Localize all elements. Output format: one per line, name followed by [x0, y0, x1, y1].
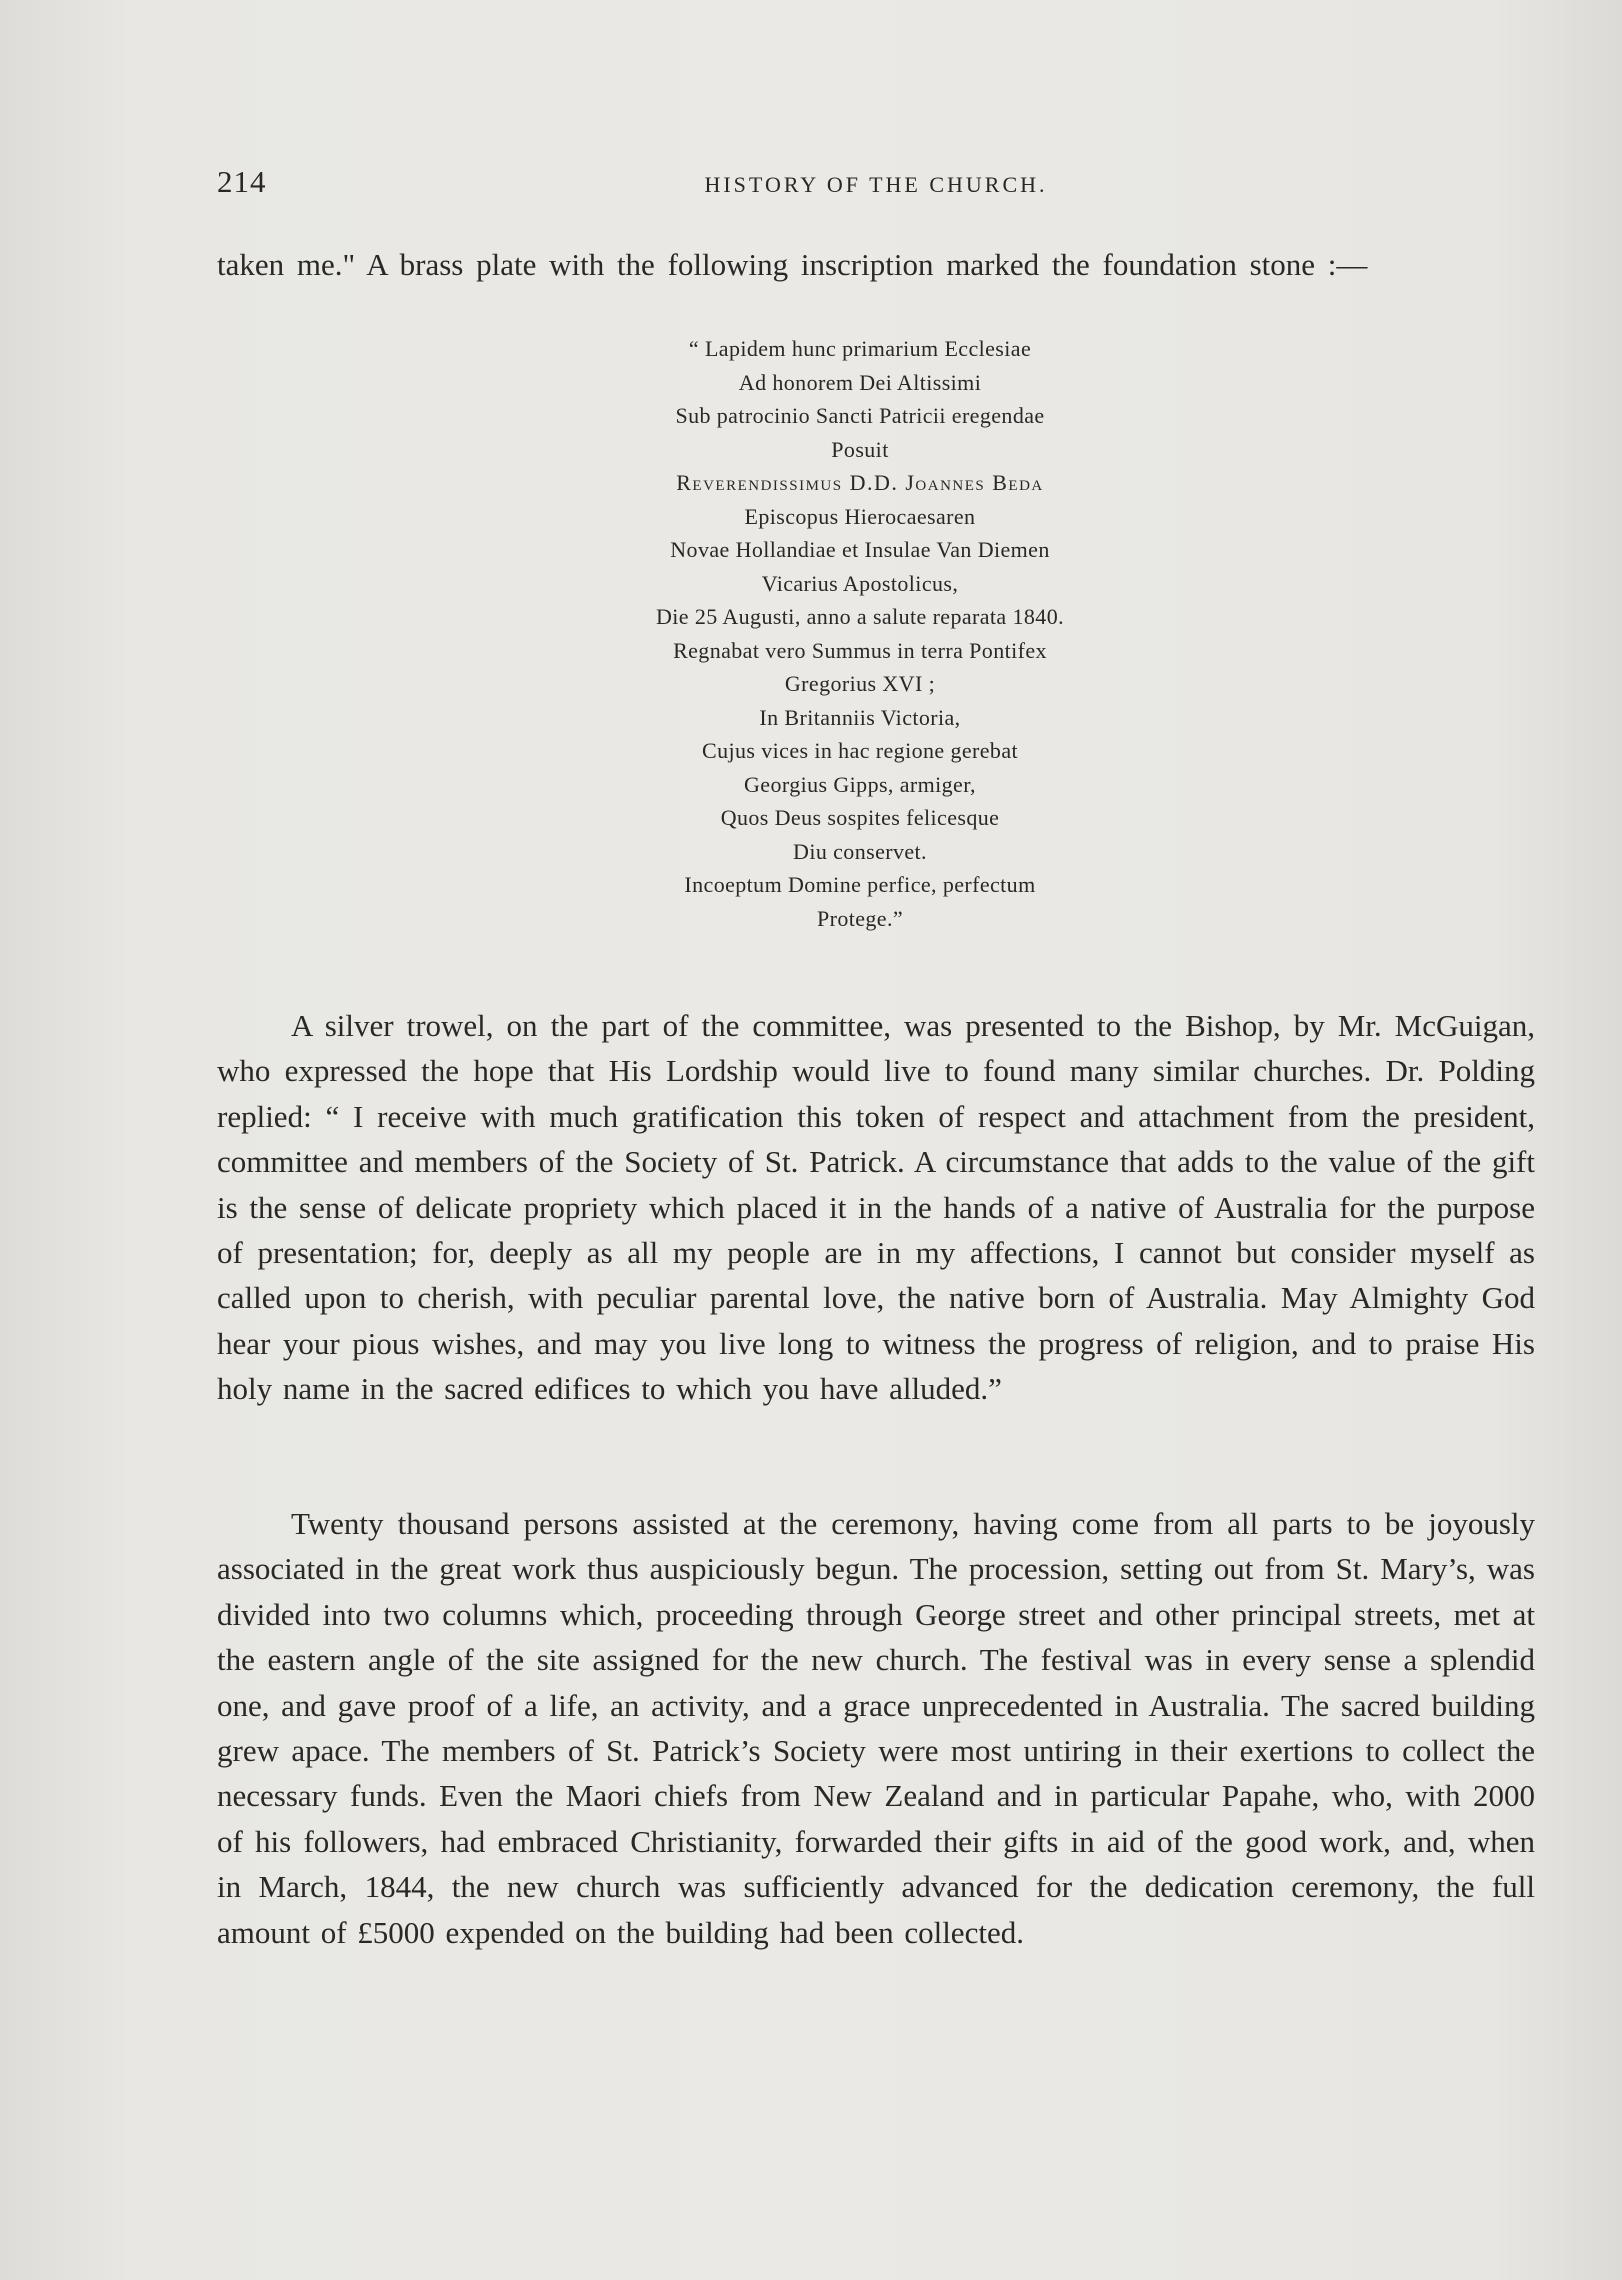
inscription-line: Diu conservet.: [793, 838, 927, 864]
inscription-line: In Britanniis Victoria,: [759, 704, 961, 730]
inscription-line: Vicarius Apostolicus,: [761, 570, 959, 596]
page-number: 214: [217, 164, 267, 199]
intro-text: taken me." A brass plate with the following inscription marked the foundation stone :—: [217, 247, 1368, 282]
inscription-line: Incoeptum Domine perfice, perfectum: [684, 872, 1036, 897]
inscription-line: Novae Hollandiae et Insulae Van Diemen: [670, 537, 1050, 562]
inscription-line: Protege.”: [816, 905, 904, 931]
inscription-line: Regnabat vero Summus in terra Pontifex: [673, 637, 1047, 663]
inscription-line: “ Lapidem hunc primarium Ecclesiae: [688, 336, 1032, 361]
inscription-block: [560, 332, 1160, 935]
inscription-line: Gregorius XVI ;: [784, 671, 936, 696]
running-head: HISTORY OF THE CHURCH.: [704, 172, 1048, 197]
paragraph-ceremony: Twenty thousand persons assisted at the ceremony, having come from all parts to be joyously associated in the great work thus auspiciously begun. The procession, setting out from St. Mary’s, was divided into two columns which, proceeding through George street and other principal streets, met at the eastern angle of the site assigned for the new church. The festival was in every sense a splendid one, and gave proof of a life, an activity, and a grace unprecedented in Australia. The sacred building grew apace. The members of St. Patrick’s Society were most untiring in their exertions to collect the necessary funds. Even the Maori chiefs from New Zealand and in particular Papahe, who, with 2000 of his followers, had embraced Christianity, forwarded their gifts in aid of the good work, and, when in March, 1844, the new church was sufficiently advanced for the dedication ceremony, the full amount of £5000 expended on the building had been collected.: [217, 1506, 1535, 1950]
inscription-line: Quos Deus sospites felicesque: [720, 805, 1000, 830]
inscription-line: Georgius Gipps, armiger,: [744, 771, 976, 797]
inscription-line: Posuit: [831, 436, 889, 462]
inscription-line: Cujus vices in hac regione gerebat: [702, 738, 1018, 763]
inscription-line: Ad honorem Dei Altissimi: [738, 369, 982, 395]
inscription-line: Reverendissimus D.D. Joannes Beda: [676, 470, 1044, 495]
inscription-line: Die 25 Augusti, anno a salute reparata 1840.: [656, 604, 1064, 629]
inscription-line: Episcopus Hierocaesaren: [744, 503, 976, 529]
page-header: [217, 164, 1535, 204]
inscription-line: Sub patrocinio Sancti Patricii eregendae: [675, 403, 1045, 428]
paragraph-trowel: A silver trowel, on the part of the committee, was presented to the Bishop, by Mr. McGuigan, who expressed the hope that His Lordship would live to found many similar churches. Dr. Polding replied: “ I receive with much gratification this token of respect and attachment from the president, committee and members of the Society of St. Patrick. A circumstance that adds to the value of the gift is the sense of delicate propriety which placed it in the hands of a native of Australia for the purpose of presentation; for, deeply as all my people are in my affections, I cannot but consider myself as called upon to cherish, with peculiar parental love, the native born of Australia. May Almighty God hear your pious wishes, and may you live long to witness the progress of religion, and to praise His holy name in the sacred edifices to which you have alluded.”: [217, 1008, 1535, 1407]
